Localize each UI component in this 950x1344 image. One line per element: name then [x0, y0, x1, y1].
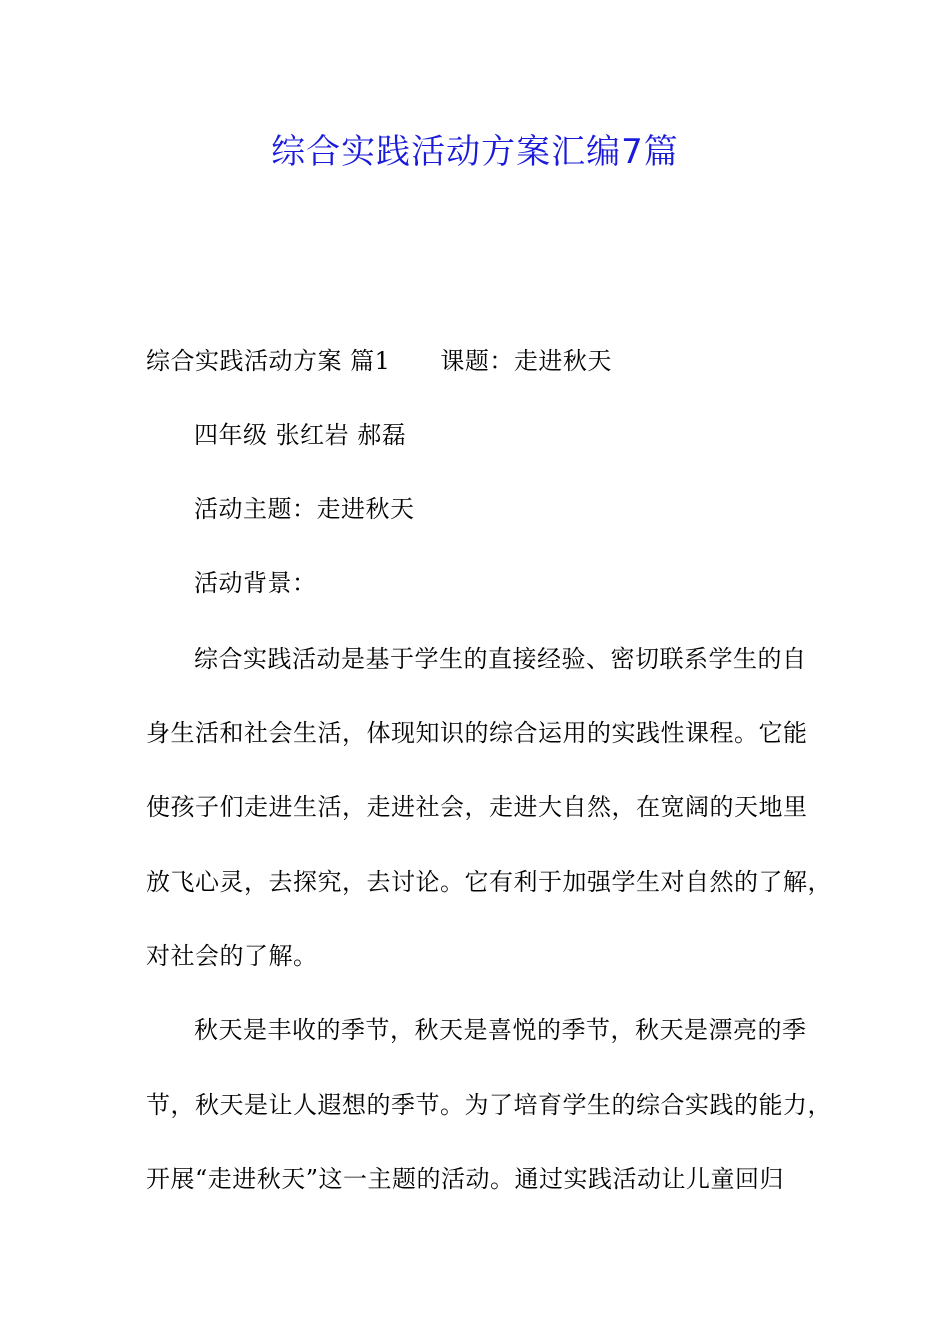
activity-background-heading: 活动背景： — [194, 569, 317, 597]
paragraph-line: 放飞心灵，去探究，去讨论。它有利于加强学生对自然的了解， — [146, 868, 832, 896]
section-heading-topic: 课题：走进秋天 — [440, 347, 612, 375]
section-heading — [146, 343, 612, 379]
paragraph-line: 综合实践活动是基于学生的直接经验、密切联系学生的自 — [194, 645, 807, 673]
paragraph-line: 对社会的了解。 — [146, 942, 318, 970]
paragraph-line: 秋天是丰收的季节，秋天是喜悦的季节，秋天是漂亮的季 — [194, 1016, 807, 1044]
paragraph-line: 节，秋天是让人遐想的季节。为了培育学生的综合实践的能力， — [146, 1091, 832, 1119]
document-title: 综合实践活动方案汇编7篇 — [271, 132, 679, 172]
author-line: 四年级 张红岩 郝磊 — [194, 421, 407, 449]
section-heading-label: 综合实践活动方案 篇1 — [146, 347, 391, 375]
paragraph-line: 开展“走进秋天”这一主题的活动。通过实践活动让儿童回归 — [146, 1165, 785, 1193]
activity-theme-line: 活动主题：走进秋天 — [194, 495, 415, 523]
paragraph-line: 使孩子们走进生活，走进社会，走进大自然，在宽阔的天地里 — [146, 793, 808, 821]
paragraph-line: 身生活和社会生活，体现知识的综合运用的实践性课程。它能 — [146, 719, 808, 747]
